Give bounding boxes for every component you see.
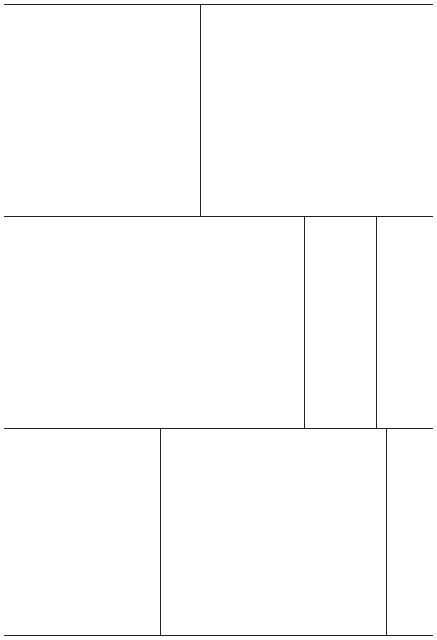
glossary-entry	[323, 221, 335, 424]
glossary-entry	[59, 433, 71, 631]
glossary-entry	[203, 433, 215, 631]
glossary-entry	[395, 433, 407, 631]
band-2-divider-a	[304, 217, 305, 428]
glossary-entry	[287, 221, 299, 424]
glossary-entry	[59, 221, 71, 424]
glossary-entry	[239, 221, 251, 424]
glossary-entry	[59, 9, 71, 212]
glossary-entry	[311, 433, 323, 631]
glossary-entry	[263, 221, 275, 424]
band-3-divider-b	[386, 429, 387, 635]
glossary-entry	[419, 433, 431, 631]
glossary-entry	[107, 433, 119, 631]
glossary-entry	[251, 221, 263, 424]
glossary-entry	[311, 221, 323, 424]
glossary-entry	[143, 433, 155, 631]
glossary-entry	[227, 433, 239, 631]
glossary-entry	[215, 9, 227, 212]
glossary-entry	[311, 9, 323, 212]
glossary-entry	[359, 433, 371, 631]
glossary-entry	[155, 221, 167, 424]
glossary-entry	[335, 433, 347, 631]
glossary-entry	[179, 433, 191, 631]
glossary-entry	[347, 221, 359, 424]
glossary-entry	[107, 221, 119, 424]
glossary-entry	[335, 221, 347, 424]
glossary-entry	[155, 9, 167, 212]
glossary-entry	[191, 433, 203, 631]
glossary-band-1-columns	[6, 9, 431, 212]
glossary-entry	[203, 221, 215, 424]
glossary-entry	[287, 9, 299, 212]
glossary-entry	[143, 221, 155, 424]
band-1-divider	[200, 5, 201, 216]
glossary-entry	[227, 9, 239, 212]
glossary-entry	[239, 9, 251, 212]
glossary-entry	[215, 221, 227, 424]
glossary-band-3	[4, 428, 433, 636]
glossary-entry	[95, 433, 107, 631]
glossary-entry	[407, 9, 419, 212]
glossary-entry	[275, 9, 287, 212]
glossary-entry	[191, 221, 203, 424]
glossary-entry	[179, 9, 191, 212]
glossary-entry	[215, 433, 227, 631]
glossary-entry	[83, 9, 95, 212]
glossary-page	[4, 4, 433, 636]
glossary-entry	[107, 9, 119, 212]
glossary-entry	[251, 9, 263, 212]
glossary-entry	[419, 221, 431, 424]
glossary-entry	[95, 221, 107, 424]
glossary-entry	[71, 221, 83, 424]
band-2-divider-b	[376, 217, 377, 428]
glossary-entry	[335, 9, 347, 212]
glossary-entry	[407, 221, 419, 424]
glossary-entry	[131, 433, 143, 631]
glossary-entry	[95, 9, 107, 212]
glossary-band-1	[4, 4, 433, 216]
glossary-entry	[371, 221, 383, 424]
glossary-band-2	[4, 216, 433, 428]
glossary-entry	[299, 9, 311, 212]
glossary-entry	[299, 221, 311, 424]
glossary-entry	[287, 433, 299, 631]
glossary-entry	[167, 433, 179, 631]
glossary-entry	[383, 433, 395, 631]
glossary-entry	[83, 433, 95, 631]
glossary-entry	[167, 9, 179, 212]
glossary-entry	[203, 9, 215, 212]
glossary-entry	[299, 433, 311, 631]
glossary-entry	[71, 9, 83, 212]
glossary-entry	[407, 433, 419, 631]
glossary-entry	[359, 9, 371, 212]
glossary-entry	[371, 433, 383, 631]
glossary-entry	[263, 433, 275, 631]
glossary-entry	[239, 433, 251, 631]
glossary-entry	[143, 9, 155, 212]
glossary-entry	[251, 433, 263, 631]
glossary-entry	[347, 9, 359, 212]
glossary-entry	[323, 9, 335, 212]
glossary-entry	[131, 221, 143, 424]
glossary-entry	[323, 433, 335, 631]
glossary-entry	[119, 221, 131, 424]
glossary-entry	[71, 433, 83, 631]
glossary-entry	[347, 433, 359, 631]
glossary-entry	[275, 221, 287, 424]
glossary-entry	[227, 221, 239, 424]
glossary-band-3-columns	[6, 433, 431, 631]
glossary-entry	[371, 9, 383, 212]
glossary-entry	[383, 221, 395, 424]
glossary-entry	[119, 433, 131, 631]
glossary-entry	[131, 9, 143, 212]
glossary-entry	[191, 9, 203, 212]
glossary-entry	[263, 9, 275, 212]
glossary-entry	[179, 221, 191, 424]
glossary-entry	[395, 9, 407, 212]
glossary-band-2-columns	[6, 221, 431, 424]
glossary-entry	[83, 221, 95, 424]
glossary-entry	[167, 221, 179, 424]
glossary-entry	[155, 433, 167, 631]
band-3-divider-a	[160, 429, 161, 635]
glossary-entry	[119, 9, 131, 212]
glossary-entry	[275, 433, 287, 631]
glossary-entry	[359, 221, 371, 424]
glossary-entry	[383, 9, 395, 212]
glossary-entry	[419, 9, 431, 212]
glossary-entry	[395, 221, 407, 424]
